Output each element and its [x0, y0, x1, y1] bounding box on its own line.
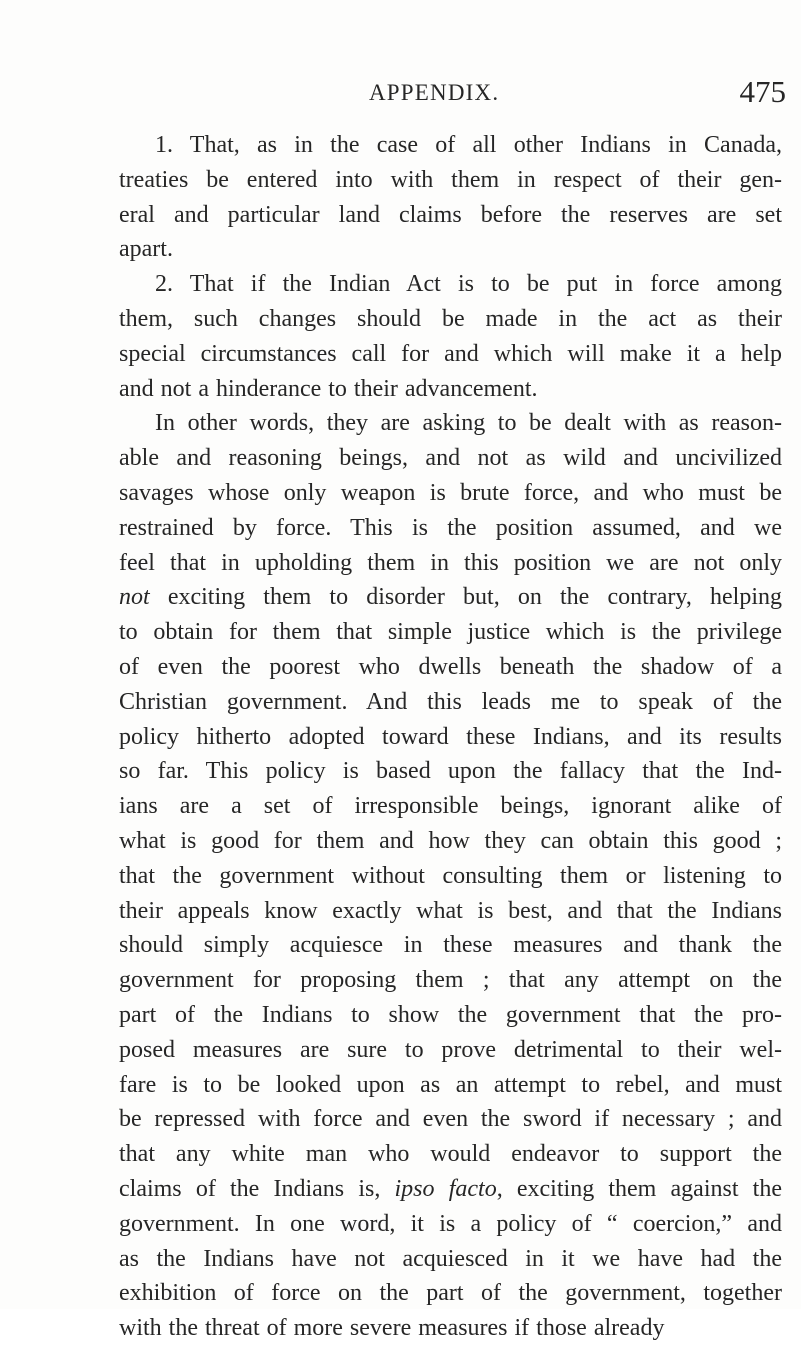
page-number: 475	[739, 74, 786, 109]
line-text: part of the Indians to show the government that the pro-	[119, 1001, 782, 1028]
line-text: as the Indians have not acquiesced in it we have had the	[119, 1245, 782, 1272]
line-text: that the government without consulting them or listening to	[119, 862, 782, 889]
line-text: ians are a set of irresponsible beings, ignorant alike of	[119, 793, 782, 820]
text-line	[119, 1276, 782, 1311]
text-line	[119, 163, 782, 198]
line-text: claims of the Indians is,	[119, 1175, 395, 1202]
text-line	[119, 650, 782, 685]
text-line	[119, 232, 782, 267]
text-line	[119, 546, 782, 581]
text-line	[119, 824, 782, 859]
line-text: In other words, they are asking to be dealt with as reason-	[155, 410, 782, 437]
text-line	[119, 615, 782, 650]
page-header-title: APPENDIX.	[369, 80, 500, 105]
text-line	[119, 406, 782, 441]
line-text: treaties be entered into with them in respect of their gen-	[119, 166, 782, 193]
text-line	[119, 859, 782, 894]
line-text: of even the poorest who dwells beneath the shadow of a	[119, 653, 782, 680]
text-line	[119, 1311, 782, 1346]
line-text: able and reasoning beings, and not as wild and uncivilized	[119, 445, 782, 472]
line-text: restrained by force. This is the position assumed, and we	[119, 514, 782, 541]
text-line	[119, 511, 782, 546]
text-line	[119, 267, 782, 302]
line-text: what is good for them and how they can obtain this good ;	[119, 827, 782, 854]
text-line	[119, 685, 782, 720]
text-line	[119, 754, 782, 789]
line-text: policy hitherto adopted toward these Indians, and its results	[119, 723, 782, 750]
text-line	[119, 998, 782, 1033]
line-text: and not a hinderance to their advancement.	[119, 375, 538, 402]
text-line	[119, 928, 782, 963]
line-text: exhibition of force on the part of the government, together	[119, 1280, 782, 1307]
text-line	[119, 1172, 782, 1207]
line-text: apart.	[119, 236, 173, 263]
line-text: feel that in upholding them in this position we are not only	[119, 549, 782, 576]
text-line	[119, 372, 782, 407]
line-text: so far. This policy is based upon the fallacy that the Ind-	[119, 758, 782, 785]
text-line	[119, 302, 782, 337]
line-text: fare is to be looked upon as an attempt to rebel, and must	[119, 1071, 782, 1098]
text-line	[119, 1102, 782, 1137]
text-line	[119, 476, 782, 511]
text-line	[119, 963, 782, 998]
text-line	[119, 198, 782, 233]
text-line	[119, 789, 782, 824]
line-text: eral and particular land claims before the reserves are set	[119, 201, 782, 228]
line-text: should simply acquiesce in these measures and thank the	[119, 932, 782, 959]
line-text: to obtain for them that simple justice which is the privilege	[119, 619, 782, 646]
line-text: , exciting them against the	[496, 1175, 783, 1202]
text-line	[119, 1137, 782, 1172]
text-line	[119, 1207, 782, 1242]
text-line	[119, 580, 782, 615]
italic-text: ipso facto	[394, 1175, 497, 1202]
line-text: exciting them to disorder but, on the contrary, helping	[149, 584, 782, 611]
running-head	[119, 74, 786, 114]
line-text: savages whose only weapon is brute force, and who must be	[119, 479, 782, 506]
text-line	[119, 441, 782, 476]
line-text: that any white man who would endeavor to support the	[119, 1141, 782, 1168]
text-line	[119, 337, 782, 372]
text-line	[119, 128, 782, 163]
text-line	[119, 894, 782, 929]
body-text	[119, 128, 782, 1346]
line-text: their appeals know exactly what is best, and that the Indians	[119, 897, 782, 924]
line-text: them, such changes should be made in the act as their	[119, 305, 782, 332]
text-line	[119, 1068, 782, 1103]
line-text: government. In one word, it is a policy of “ coercion,” and	[119, 1210, 782, 1237]
text-line	[119, 1033, 782, 1068]
line-text: be repressed with force and even the sword if necessary ; and	[119, 1106, 782, 1133]
line-text: 1. That, as in the case of all other Indians in Canada,	[155, 132, 782, 158]
line-text: with the threat of more severe measures if those already	[119, 1315, 665, 1342]
italic-text: not	[119, 584, 150, 611]
line-text: Christian government. And this leads me to speak of the	[119, 688, 782, 715]
text-line	[119, 1242, 782, 1277]
line-text: posed measures are sure to prove detrimental to their wel-	[119, 1036, 782, 1063]
line-text: special circumstances call for and which will make it a help	[119, 340, 782, 367]
text-line	[119, 720, 782, 755]
line-text: 2. That if the Indian Act is to be put in force among	[155, 271, 782, 298]
line-text: government for proposing them ; that any attempt on the	[119, 967, 782, 994]
